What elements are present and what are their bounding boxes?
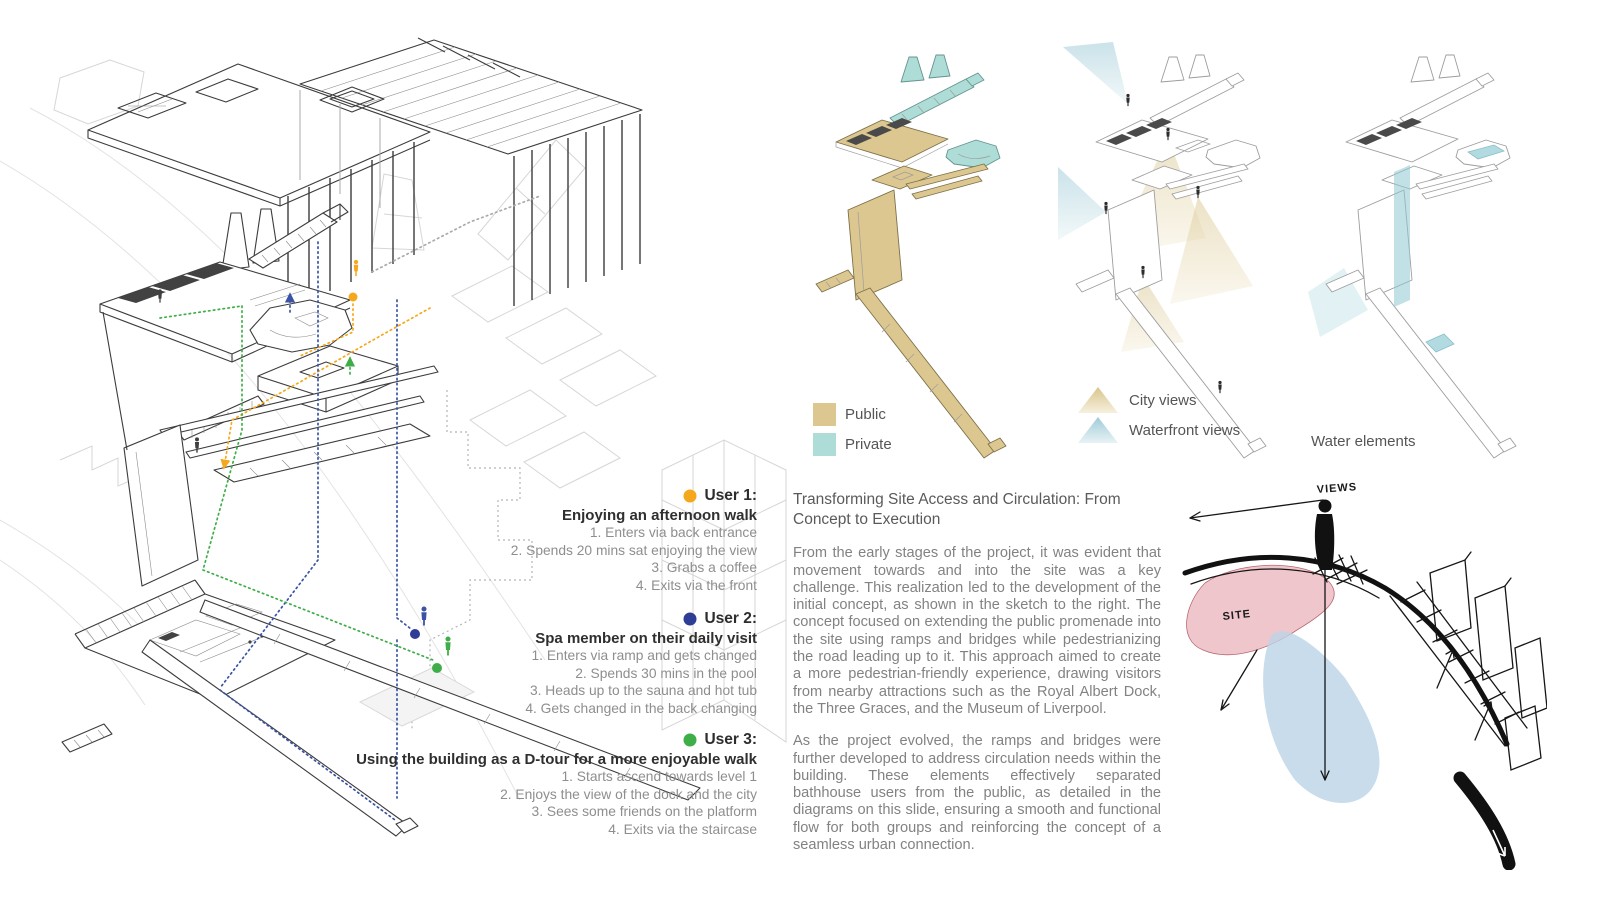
water-building-outline xyxy=(1326,55,1516,458)
chimneys-walkway xyxy=(222,204,348,270)
article-paragraph-2: As the project evolved, the ramps and bridges were further developed to address circulation needs within the building. These elements effectively separated bathhouse users from the public, as detailed in the diagrams on this slide, ensuring a smooth and functional flow for both groups and reinforcing the concept of a seamless urban connection. xyxy=(793,733,1161,854)
article-heading: Transforming Site Access and Circulation: From Concept to Execution xyxy=(793,491,1121,529)
waterfront-views-swatch-icon xyxy=(1076,416,1120,444)
legend-water-label: Water elements xyxy=(1311,433,1416,450)
legend-public-label: Public xyxy=(845,405,886,423)
user2-title: Spa member on their daily visit xyxy=(535,630,757,647)
sketch-views-label: VIEWS xyxy=(1316,481,1358,496)
city-views-swatch-icon xyxy=(1076,386,1120,414)
user1-step: 3. Grabs a coffee xyxy=(651,560,757,576)
user3-step: 2. Enjoys the view of the dock and the city xyxy=(500,786,757,802)
user1-step: 2. Spends 20 mins sat enjoying the view xyxy=(510,542,757,558)
public-swatch-icon xyxy=(813,403,836,426)
legend-waterfront-views-label: Waterfront views xyxy=(1129,421,1241,439)
user2-step: 1. Enters via ramp and gets changed xyxy=(531,648,757,663)
user1-label: User 1: xyxy=(704,487,757,504)
legend-views xyxy=(1076,388,1240,448)
user2-dot-icon xyxy=(683,612,697,626)
user1-step: 4. Exits via the front xyxy=(635,577,757,593)
user3-step: 1. Starts ascend towards level 1 xyxy=(561,769,757,784)
user2-annotation xyxy=(525,610,757,717)
user3-title: Using the building as a D-tour for a more enjoyable walk xyxy=(356,751,757,768)
user3-label: User 3: xyxy=(704,731,757,748)
article xyxy=(793,490,1161,854)
user1-annotation xyxy=(511,487,757,594)
user3-dot-icon xyxy=(683,733,697,747)
sketch-water-blob xyxy=(1263,631,1379,803)
mid-level xyxy=(103,300,438,586)
private-swatch-icon xyxy=(813,433,836,456)
user2-step: 3. Heads up to the sauna and hot tub xyxy=(529,683,757,699)
diagram-water-elements xyxy=(1308,42,1558,462)
diagram-public-private xyxy=(798,42,1048,462)
user3-step: 3. Sees some friends on the platform xyxy=(531,804,757,820)
user1-title: Enjoying an afternoon walk xyxy=(561,507,757,524)
user2-label: User 2: xyxy=(704,610,757,627)
legend-city-views-label: City views xyxy=(1129,391,1197,409)
concept-sketch xyxy=(1175,478,1547,870)
sketch-site-label: SITE xyxy=(1222,608,1252,623)
sketch-figure xyxy=(1315,500,1334,571)
user-path-walk xyxy=(372,196,540,272)
legend-water-elements xyxy=(1311,433,1415,450)
user3-annotation xyxy=(356,731,757,838)
roof-canopy xyxy=(88,38,642,310)
user2-step: 4. Gets changed in the back changing xyxy=(525,700,757,716)
user3-step: 4. Exits via the staircase xyxy=(608,821,757,837)
user1-step: 1. Enters via back entrance xyxy=(589,525,757,540)
sketch-road xyxy=(1460,778,1509,864)
article-paragraph-1: From the early stages of the project, it was evident that movement towards and into the site was a key challenge. This realization led to the development of the initial concept, as shown in the sketch to the right. The concept focused on extending the public promenade into the site using ramps and bridges while pedestrianizing the road leading up to it. This approach aimed to create a more pedestrian-friendly experience, drawing visitors from nearby attractions such as the Royal Albert Dock, the Three Graces, and the Museum of Liverpool. xyxy=(793,545,1161,717)
user2-step: 2. Spends 30 mins in the pool xyxy=(575,665,757,681)
legend-public-private xyxy=(813,402,892,462)
user1-dot-icon xyxy=(683,489,697,503)
sketch-city-blocks xyxy=(1430,552,1547,770)
legend-private-label: Private xyxy=(845,435,892,453)
